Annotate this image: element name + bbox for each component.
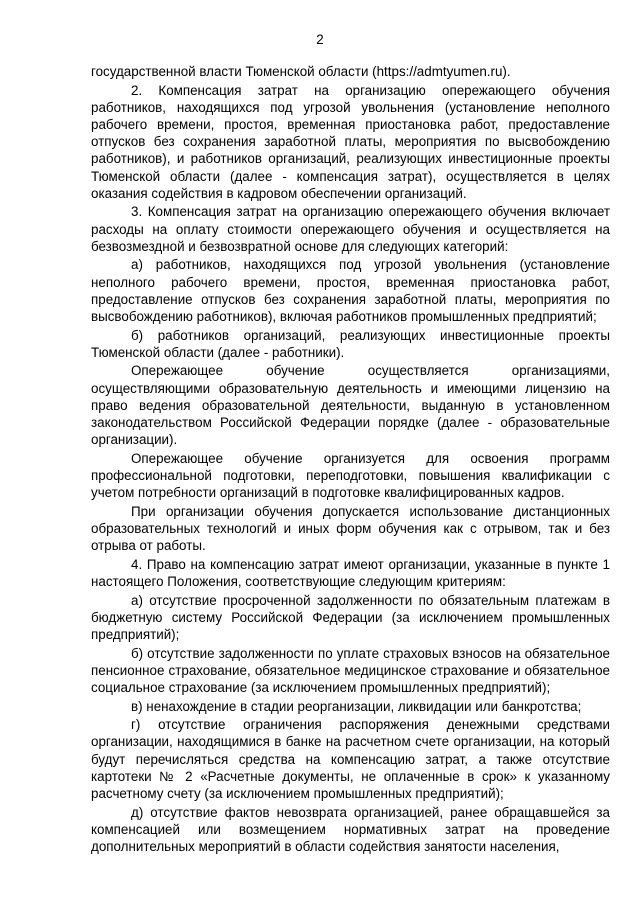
paragraph-advance-training-providers: Опережающее обучение осуществляется организациями, осуществляющими образовательную деятельность и имеющими лицензию на право ведения образовательной деятельности, выданную в установленном законодательством Российской Федерации порядке (далее - образовательные организации). — [91, 363, 610, 448]
paragraph-subitem-b: б) работников организаций, реализующих инвестиционные проекты Тюменской области (далее - работники). — [91, 327, 610, 360]
paragraph-advance-training-programs: Опережающее обучение организуется для освоения программ профессиональной подготовки, переподготовки, повышения квалификации с учетом потребности организаций в подготовке квалифицированных кадров. — [91, 450, 610, 501]
paragraph-criterion-g: г) отсутствие ограничения распоряжения денежными средствами организации, находящимися в банке на расчетном счете организации, на который будут перечисляться средства на компенсацию затрат, а также отсутствие картотеки № 2 «Расчетные документы, не оплаченные в срок» к указанному расчетному счету (за исключением промышленных предприятий); — [91, 717, 610, 802]
paragraph-criterion-b: б) отсутствие задолженности по уплате страховых взносов на обязательное пенсионное страхование, обязательное медицинское страхование и обязательное социальное страхование (за исключением промышленных предприятий); — [91, 645, 610, 696]
paragraph-subitem-a: а) работников, находящихся под угрозой увольнения (установление неполного рабочего времени, простоя, временная приостановка работ, предоставление отпусков без сохранения заработной платы, мероприятия по высвобождению работников), включая работников промышленных предприятий; — [91, 257, 610, 325]
paragraph-criterion-a: а) отсутствие просроченной задолженности по обязательным платежам в бюджетную систему Российской Федерации (за исключением промышленных предприятий); — [91, 592, 610, 643]
paragraph-item-4: 4. Право на компенсацию затрат имеют организации, указанные в пункте 1 настоящего Положения, соответствующие следующим критериям: — [91, 556, 610, 590]
document-body — [91, 63, 610, 857]
page-number: 2 — [316, 32, 324, 47]
paragraph-distance-learning: При организации обучения допускается использование дистанционных образовательных технологий и иных форм обучения как с отрывом, так и без отрыва от работы. — [91, 503, 610, 554]
paragraph-item-3: 3. Компенсация затрат на организацию опережающего обучения включает расходы на оплату стоимости опережающего обучения и осуществляется на безвозмездной и безвозвратной основе для следующих категорий: — [91, 204, 610, 254]
paragraph-continuation: государственной власти Тюменской области (https://admtyumen.ru). — [91, 64, 511, 79]
paragraph-criterion-v: в) ненахождение в стадии реорганизации, ликвидации или банкротства; — [131, 698, 582, 714]
paragraph-criterion-d: д) отсутствие фактов невозврата организацией, ранее обращавшейся за компенсацией или возмещением нормативных затрат на проведение дополнительных мероприятий в области содействия занятости населения, — [91, 804, 610, 855]
paragraph-item-2: 2. Компенсация затрат на организацию опережающего обучения работников, находящихся под угрозой увольнения (установление неполного рабочего времени, простоя, временная приостановка работ, предоставление отпусков без сохранения заработной платы, мероприятия по высвобождению работников), и работников организаций, реализующих инвестиционные проекты Тюменской области (далее - компенсация затрат), осуществляется в целях оказания содействия в кадровом обеспечении организаций. — [91, 82, 610, 201]
